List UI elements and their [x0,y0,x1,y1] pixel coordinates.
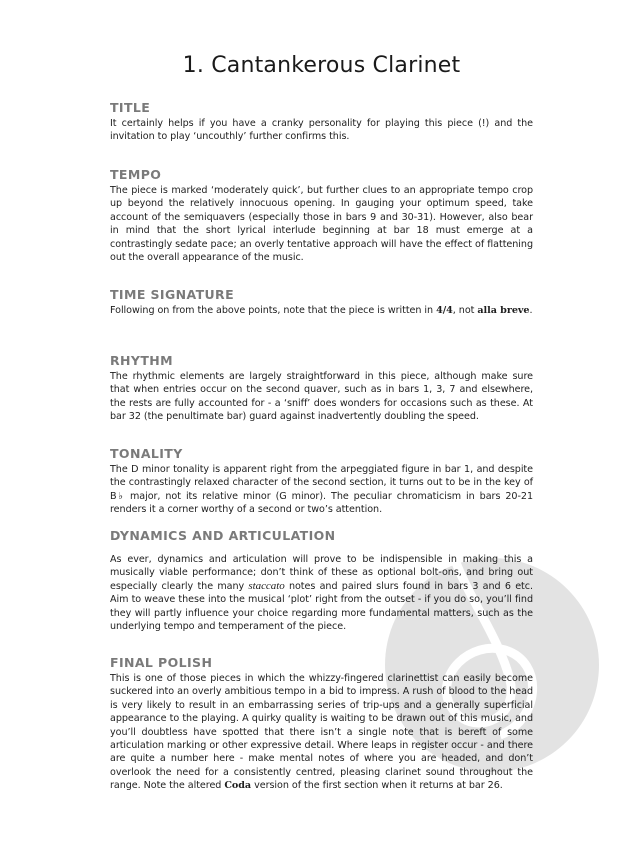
section-time-signature [110,287,533,317]
section-body: As ever, dynamics and articulation will prove to be indispensible in making this a musically viable performance; don’t think of these as optional bolt-ons, and bring out especially clearly the many staccato notes and paired slurs found in bars 3 and 6 etc. Aim to weave these into the musical ‘plot’ right from the outset - if you do so, you’ll find they will partly influence your choice regarding more fundamental matters, such as the underlying tempo and temperament of the piece. [110,554,533,633]
section-tempo [110,167,533,264]
page-title: 1. Cantankerous Clarinet [182,53,461,78]
section-body: The D minor tonality is apparent right from the arpeggiated figure in bar 1, and despite the contrastingly relaxed character of the second section, it turns out to be in the key of B♭ major, not its relative minor (G minor). The peculiar chromaticism in bars 20-21 renders it a corner worthy of a second or two’s attention. [110,464,533,516]
section-tonality [110,446,533,517]
section-heading: TITLE [110,100,151,115]
section-body: The piece is marked ‘moderately quick’, but further clues to an appropriate tempo crop up beyond the relatively innocuous opening. In gauging your optimum speed, take account of the semiquavers (especially those in bars 9 and 30-31). However, also bear in mind that the short lyrical interlude beginning at bar 18 must emerge at a contrastingly sedate pace; an overly tentative approach will have the effect of flattening out the overall appearance of the music. [110,185,533,264]
section-heading: FINAL POLISH [110,655,213,670]
time-signature: 4/4 [436,305,453,316]
section-body: This is one of those pieces in which the whizzy-fingered clarinettist can easily become suckered into an overly ambitious tempo in a bid to impress. A rush of blood to the head is very likely to result in an embarrassing series of trip-ups and a generally superficial appearance to the playing. A quirky quality is waiting to be drawn out of this music, and you’ll doubtless have spotted that there isn’t a single note that is bereft of some articulation marking or other expressive detail. Where leaps in register occur - and there are quite a number here - make mental notes of where you are headed, and don’t overlook the need for a consistently centred, pleasing clarinet sound throughout the range. Note the altered Coda version of the first section when it returns at bar 26. [110,673,533,792]
section-heading: RHYTHM [110,353,173,368]
section-body: Following on from the above points, note that the piece is written in 4/4, not alla breve. [110,305,533,316]
section-title [110,100,533,144]
section-heading: TIME SIGNATURE [110,287,235,302]
section-final-polish [110,655,533,793]
section-body: It certainly helps if you have a cranky personality for playing this piece (!) and the invitation to play ‘uncouthly’ further confirms this. [110,118,533,143]
section-dynamics [110,528,533,633]
section-body: The rhythmic elements are largely straightforward in this piece, although make sure that when entries occur on the second quaver, such as in bars 1, 3, 7 and elsewhere, the rests are fully accounted for - a ‘sniff’ does wonders for occasions such as these. At bar 32 (the penultimate bar) guard against inadvertently doubling the speed. [110,371,533,423]
section-heading: DYNAMICS AND ARTICULATION [110,528,336,543]
section-heading: TEMPO [110,167,162,182]
section-heading: TONALITY [110,446,183,461]
section-rhythm [110,353,533,424]
